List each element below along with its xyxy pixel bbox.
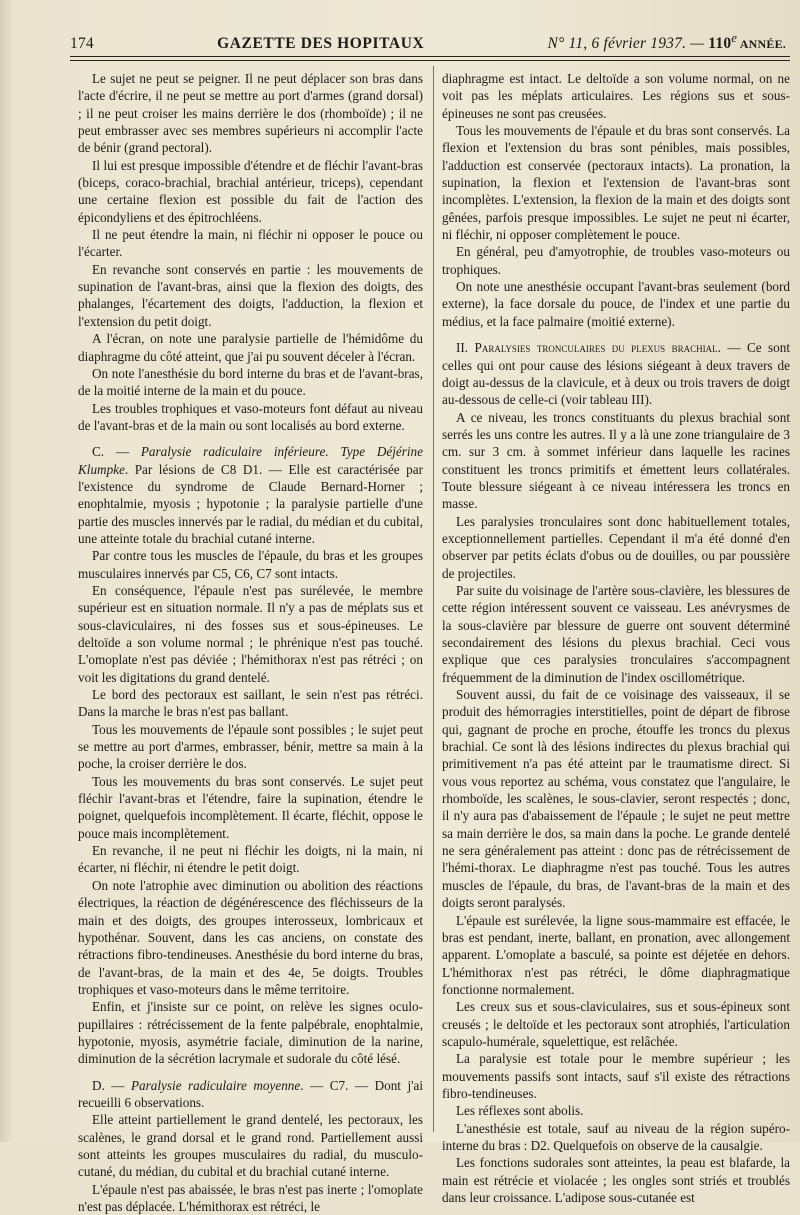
paragraph: Enfin, et j'insiste sur ce point, on relève les signes oculo-pupillaires : rétrécissement de la fente palpébrale, enophtalmie, hypotonie, myosis, asymétrie faciale, diminution de la narine, diminution de la sécrétion lacrymale et sudorale du côté lésé. <box>78 999 423 1067</box>
issue-year: 110 <box>708 35 732 53</box>
paragraph: L'anesthésie est totale, sauf au niveau de la région supéro-interne du bras : D2. Quelquefois on observe de la causalgie. <box>442 1120 790 1153</box>
right-column <box>442 70 790 1206</box>
paragraph: Tous les mouvements de l'épaule sont possibles ; le sujet peut se mettre au port d'armes, embrasser, bénir, mettre sa main à la poche, la croiser derrière le dos. <box>78 721 423 772</box>
issue-prefix: N° 11, <box>547 35 592 53</box>
section-ii <box>442 339 790 408</box>
section-d <box>78 1077 423 1112</box>
section-d-label: D. — <box>92 1077 131 1093</box>
header-rule-thin <box>70 60 790 61</box>
paragraph: Les troubles trophiques et vaso-moteurs font défaut au niveau de l'avant-bras et de la main ou sont localisés au bord externe. <box>78 400 423 433</box>
paragraph: Souvent aussi, du fait de ce voisinage des vaisseaux, il se produit des hémorragies interstitielles, point de départ de fibrose qui, gagnant de proche en proche, étouffe les troncs du plexus brachial. Ce sont là des lésions indirectes du plexus brachial qui primitivement n'a pas été atteint par le traumatisme direct. Si vous vous reportez au schéma, vous constatez que l'angulaire, le rhomboïde, les scalènes, le sous-clavier, seront respectés ; donc, il n'y aura pas d'abaissement de l'épaule ; le sujet ne peut mettre sa main derrière le dos, sa main dans la poche. Le grande dentelé ne sera généralement pas atteint : donc pas de rétrécissement de l'hémi-thorax. Le diaphragme n'est pas touché. Tous les autres muscles de l'épaule, du bras, de l'avant-bras de la main et des doigts seront paralysés. <box>442 687 790 911</box>
section-d-title: Paralysie radiculaire moyenne <box>131 1077 301 1093</box>
paragraph: Les fonctions sudorales sont atteintes, la peau est blafarde, la main est rétrécie et violacée ; les ongles sont striés et troublés dans leur croissance. L'adipose sous-cutanée est <box>442 1155 790 1205</box>
section-d-text: . — C7. — Dont j'ai recueilli 6 observations. <box>78 1077 423 1110</box>
page-header <box>70 30 786 56</box>
paragraph: En général, peu d'amyotrophie, de troubles vaso-moteurs ou trophiques. <box>442 244 790 277</box>
paragraph: L'épaule est surélevée, la ligne sous-mammaire est effacée, le bras est pendant, inerte, ballant, en pronation, avec allongement apparent. L'omoplate a basculé, sa pointe est déjetée en dehors. L'hémithorax n'est pas rétréci, le dôme diaphragmatique fonctionne normalement. <box>442 912 790 997</box>
section-ii-title: Paralysies tronculaires du plexus brachial <box>474 340 718 356</box>
paragraph: En revanche sont conservés en partie : les mouvements de supination de l'avant-bras, ainsi que la flexion des doigts, des phalanges, l'écartement des doigts, l'adduction, la flexion et l'extension du petit doigt. <box>78 261 423 329</box>
paragraph: En revanche, il ne peut ni fléchir les doigts, ni la main, ni écarter, ni fléchir, ni étendre le petit doigt. <box>78 843 423 876</box>
paragraph: La paralysie est totale pour le membre supérieur ; les mouvements passifs sont intacts, sauf s'il existe des rétractions fibro-tendineuses. <box>442 1051 790 1101</box>
issue-date: 6 février 1937. <box>591 35 687 53</box>
section-c-text: . Par lésions de C8 D1. — Elle est caractérisée par l'existence du syndrome de Claude Bernard-Horner ; enophtalmie, myosis ; hypotonie ; la paralysie partielle d'une partie des muscles innervés par le radial, du médian et du cubital, une atteinte totale du brachial cutané interne. <box>78 461 423 546</box>
section-ii-text: . — Ce sont celles qui ont pour cause des lésions siégeant à deux travers de doigt au-dessus de la clavicule, et à deux ou trois travers de doigt au-dessous de celle-ci (voir tableau III). <box>442 340 790 408</box>
paragraph: Par suite du voisinage de l'artère sous-clavière, les blessures de cette région intéressent souvent ce vaisseau. Les anévrysmes de la sous-clavière par blessure de guerre ont souvent déterminé secondairement des lésions du plexus brachial. Ceci vous explique que ces paralysies tronculaires s'accompagnent fréquemment de la diminution de l'index oscillométrique. <box>442 582 790 685</box>
paragraph: A ce niveau, les troncs constituants du plexus brachial sont serrés les uns contre les autres. Il y a là une zone triangulaire de 3 cm. sur 3 cm. à sommet inférieur dans laquelle les racines constituent les troncs primitifs et émettent leurs collatérales. Toute blessure siégeant à ce niveau intéressera les troncs en masse. <box>442 409 790 512</box>
paragraph: A l'écran, on note une paralysie partielle de l'hémidôme du diaphragme du côté atteint, que j'ai pu souvent déceler à l'écran. <box>78 331 423 364</box>
paragraph: Elle atteint partiellement le grand dentelé, les pectoraux, les scalènes, le grand dorsal et le grand rond. Partiellement aussi sont atteints les groupes musculaires du radial, du musculo-cutané, du médian, du cubital et du brachial cutané interne. <box>78 1112 423 1180</box>
paragraph: On note l'atrophie avec diminution ou abolition des réactions électriques, la réaction de dégénérescence des fléchisseurs de la main et des doigts, des groupes interosseux, lombricaux et hypothénar. Souvent, dans les cas anciens, on constate des rétractions fibro-tendineuses. Anesthésie du bord interne du bras, de l'avant-bras, de la main et des 4e, 5e doigts. Troubles trophiques et vaso-moteurs dans le même territoire. <box>78 877 423 997</box>
left-column <box>78 70 423 1215</box>
section-c-label: C. — <box>92 444 141 460</box>
column-divider <box>433 66 434 1132</box>
paragraph: Il lui est presque impossible d'étendre et de fléchir l'avant-bras (biceps, coraco-brachial, brachial antérieur, triceps), cependant une certaine flexion est possible du fait de l'action des épicondyliens et des épitrochléens. <box>78 157 423 225</box>
paragraph: Les creux sus et sous-claviculaires, sus et sous-épineux sont creusés ; le deltoïde et les pectoraux sont atrophiés, l'articulation scapulo-humérale, squelettique, est relâchée. <box>442 999 790 1049</box>
paragraph: Il ne peut étendre la main, ni fléchir ni opposer le pouce ou l'écarter. <box>78 227 423 260</box>
paragraph: Le bord des pectoraux est saillant, le sein n'est pas rétréci. Dans la marche le bras n'est pas ballant. <box>78 687 423 720</box>
paragraph: On note une anesthésie occupant l'avant-bras seulement (bord externe), la face dorsale du pouce, de l'index et une partie du médius, et la face palmaire (moitié externe). <box>442 279 790 329</box>
paragraph: Tous les mouvements du bras sont conservés. Le sujet peut fléchir l'avant-bras et l'étendre, faire la supination, étendre le poignet, quelquefois incomplètement. Il écarte, fléchit, oppose le pouce mais incomplètement. <box>78 773 423 841</box>
paragraph: L'épaule n'est pas abaissée, le bras n'est pas inerte ; l'omoplate n'est pas déplacée. L'hémithorax est rétréci, le <box>78 1181 423 1214</box>
paragraph: En conséquence, l'épaule n'est pas surélevée, le membre supérieur est en situation normale. Il n'y a pas de méplats sus et sous-claviculaires, ni des fosses sus et sous-épineuses. Le deltoïde a son volume normal ; le phrénique n'est pas touché. L'omoplate n'est pas déviée ; l'hémithorax n'est pas rétréci ; on voit les digitations du grand dentelé. <box>78 582 423 685</box>
issue-sep: — <box>686 35 709 53</box>
section-c <box>78 443 423 547</box>
paragraph: On note l'anesthésie du bord interne du bras et de l'avant-bras, de la moitié interne de la main et du pouce. <box>78 365 423 399</box>
issue-year-sup: e <box>731 30 738 45</box>
header-rule-thick <box>70 56 790 57</box>
paragraph: Le sujet ne peut se peigner. Il ne peut déplacer son bras dans l'acte d'écrire, il ne peut se mettre au port d'armes (grand dorsal) ; il ne peut croiser les mains derrière le dos (rhomboïde) ; il ne peut embrasser avec ses membres supérieurs ni accomplir l'acte de bénir (grand pectoral). <box>78 71 423 156</box>
section-c-title: Paralysie radiculaire inférieure. Type Déjérine Klumpke <box>78 444 423 477</box>
paragraph: Par contre tous les muscles de l'épaule, du bras et les groupes musculaires innervés par C5, C6, C7 sont intacts. <box>78 548 423 581</box>
issue-suffix: ANNÉE. <box>737 37 786 52</box>
journal-title: GAZETTE DES HOPITAUX <box>217 35 425 53</box>
paragraph: diaphragme est intact. Le deltoïde a son volume normal, on ne voit pas les méplats articulaires. Les régions sus et sous-épineuses ne sont pas creusées. <box>442 71 790 121</box>
paragraph: Tous les mouvements de l'épaule et du bras sont conservés. La flexion et l'extension du bras sont pénibles, mais possibles, l'adduction est conservée (pectoraux intacts). La pronation, la supination, la flexion et l'extension de l'avant-bras sont incomplètes. L'extension, la flexion de la main et des doigts sont gênées, parfois presque impossibles. Le sujet ne peut ni écarter, ni fléchir, ni opposer complètement le pouce. <box>442 123 790 243</box>
paragraph: Les réflexes sont abolis. <box>456 1103 584 1119</box>
page-number: 174 <box>70 35 94 53</box>
section-ii-label: II. <box>456 340 475 356</box>
paragraph: Les paralysies tronculaires sont donc habituellement totales, exceptionnellement partielles. Cependant il m'a été donné d'en observer par petits éclats d'obus ou de douilles, ou par poussière de projectiles. <box>442 513 790 581</box>
issue-info <box>548 30 786 53</box>
